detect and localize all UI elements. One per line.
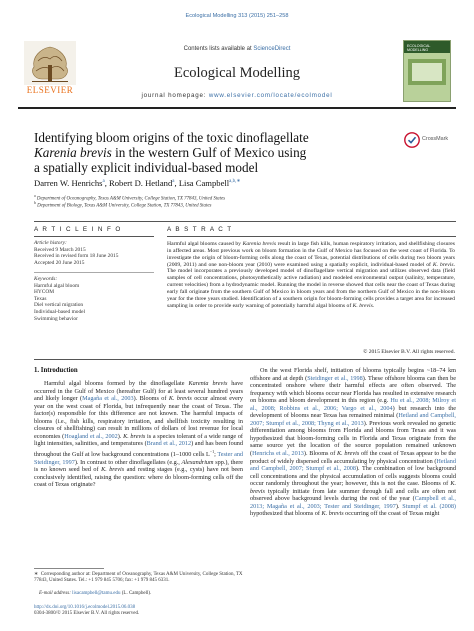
rights-statement: 0304-3800/© 2015 Elsevier B.V. All rights reserved. [34, 611, 140, 617]
section-rule [34, 359, 456, 360]
species-name: K. brevis [250, 480, 456, 495]
publisher-name: ELSEVIER [26, 85, 74, 95]
journal-cover-thumbnail[interactable] [403, 40, 451, 102]
contents-prefix: Contents lists available at [183, 46, 252, 52]
keywords [34, 276, 159, 322]
crossmark-badge[interactable] [404, 130, 454, 150]
species-name: K. brevis [168, 395, 192, 403]
history-item: Accepted 20 June 2015 [34, 259, 85, 266]
affiliation-mark: b [34, 201, 36, 205]
section-rule [34, 221, 456, 222]
body-text: ). The combination of low background cell concentrations and the physical accumulation of cells suggests blooms could occur randomly throughout the year; however, this is not the case. Blooms of [250, 465, 456, 488]
abstract-rule [167, 236, 456, 237]
reference-link[interactable]: Hetland and Campbell, 2007; Stumpf et al., 2008; Thyng et al., 2013 [250, 412, 456, 427]
reference-link[interactable]: Magaña et al., 2003 [82, 395, 134, 403]
body-text: ) and has been found throughout the Gulf at low background concentrations (1–1000 cells L [34, 440, 243, 458]
species-name: Karenia brevis [242, 241, 277, 247]
body-text: ). These offshore blooms can then be concentrated onshore where their harmful effects are often observed. The frequency with which blooms occur near Florida has resulted in extensive research on blooms and bloom development in this region (e.g. [250, 374, 457, 405]
author-name[interactable]: Darren W. Henrichs [34, 178, 103, 188]
homepage-link[interactable]: www.elsevier.com/locate/ecolmodel [208, 92, 333, 99]
history-label: Article history: [34, 240, 67, 246]
sciencedirect-link[interactable]: ScienceDirect [253, 46, 291, 52]
reference-link[interactable]: Hu et al., 2008; Milroy et al., 2008; Robbins et al., 2006; Vargo et al., 2004 [250, 397, 456, 412]
species-name: K. brevis [321, 510, 344, 518]
body-text: ). Blooms of [303, 450, 337, 458]
title-line-3: a spatially explicit individual-based model [34, 160, 259, 175]
footnote-text: Corresponding author at: Department of Oceanography, Texas A&M University, College Station, TX 77843, United States. Tel.: +1 979 845 5706; fax: +1 979 845 6331. [34, 572, 243, 584]
keyword: Harmful algal bloom [34, 282, 80, 289]
keyword: Individual-based model [34, 308, 86, 315]
body-text: have occurred in the Gulf of Mexico (hereafter Gulf) for at least several hundred years and likely longer ( [34, 380, 243, 403]
body-text: ). In contrast to other dinoflagellates (e.g., [74, 458, 182, 466]
history-item: Received 9 March 2015 [34, 246, 86, 253]
author-name[interactable]: Lisa Campbell [178, 178, 230, 188]
body-text: ) but research into the development of blooms near Texas has remained minimal ( [250, 404, 456, 420]
species-name: K. brevis [432, 261, 454, 268]
author-affiliation-mark: a [172, 179, 175, 185]
reference-link[interactable]: Hetland and Campbell, 2007; Stumpf et al., 2008 [250, 457, 456, 473]
footnote-rule [34, 568, 104, 569]
body-text: hypothesized that blooms of [250, 510, 322, 518]
species-name: K. brevis [337, 450, 360, 458]
genus-name: Alexandrium [181, 458, 214, 466]
body-text: and resting stages (e.g., cysts) have not been conclusively identified, raising the question: where do bloom-forming cells off the coast of Texas originate? [34, 466, 243, 489]
species-name: K. brevis [123, 432, 146, 440]
body-text: typically initiate from late summer through fall and cells are often not observed above background levels during the rest of the year ( [250, 487, 456, 503]
body-text: ). [117, 432, 124, 440]
body-text: occurring off the coast of Texas might [343, 510, 440, 518]
header-rule [18, 107, 456, 109]
reference-link[interactable]: Stumpf et al. (2008) [402, 502, 456, 510]
footnote-text: (L. Campbell). [120, 591, 152, 596]
crossmark-label: CrossMark [422, 136, 449, 142]
title-species-name: Karenia brevis [34, 145, 112, 160]
article-info-rule [34, 236, 154, 237]
article-info-heading: A R T I C L E I N F O [34, 226, 122, 233]
abstract-heading: A B S T R A C T [167, 226, 233, 233]
author-name[interactable]: Robert D. Hetland [109, 178, 173, 188]
affiliation-mark: a [34, 194, 36, 198]
cover-title: ECOLOGICAL MODELLING [407, 44, 431, 52]
title-line-1: Identifying bloom origins of the toxic dinoflagellate [34, 130, 309, 145]
keyword: HYCOM [34, 289, 55, 296]
species-name: K. brevis [352, 302, 373, 309]
body-text: Harmful algal blooms formed by the dinoflagellate [44, 380, 189, 387]
article-history [34, 240, 159, 266]
abstract-copyright: © 2015 Elsevier B.V. All rights reserved. [363, 349, 455, 355]
title-line-2-rest: in the western Gulf of Mexico using [111, 145, 307, 160]
footnote-mark: ∗ [34, 572, 39, 577]
abstract-text: . [372, 302, 375, 309]
abstract-body [167, 241, 455, 309]
keyword: Texas [34, 295, 47, 302]
keywords-rule [34, 272, 154, 273]
section-heading-introduction: 1. Introduction [34, 367, 78, 374]
history-item: Received in revised form 18 June 2015 [34, 253, 119, 260]
article-title [34, 130, 394, 175]
body-text: is a species tolerant of a wide range of light intensities, salinities, and temperatures ( [34, 432, 243, 448]
affiliation-text: Department of Oceanography, Texas A&M University, College Station, TX 77843, United States [36, 196, 226, 202]
superscript: −1 [209, 448, 215, 454]
doi-block [34, 605, 243, 617]
species-name: Karenia brevis [188, 380, 228, 387]
species-name: K. brevis [101, 466, 125, 474]
corresponding-author-footnote [34, 572, 243, 584]
body-text: spp.), there is no known seed bed of [34, 458, 244, 474]
reference-link[interactable]: Brand et al., 2012 [146, 440, 192, 448]
keyword: Diel vertical migration [34, 302, 84, 309]
reference-link[interactable]: Hoagland et al., 2002 [64, 432, 118, 440]
body-text: ). Previous work revealed no genetic differentiation among blooms from Florida and blooms from Texas and it was hypothesized that bloom-forming cells in Florida and Texas originate from the same source yet the location of the source population remained unknown ( [250, 419, 456, 458]
journal-title: Ecological Modelling [173, 65, 301, 81]
body-text: occur almost every year on the west coast of Florida, but infrequently near the coast of Texas. The factor(s) responsible for this difference are not known. The harmful impacts of blooms (i.e., fish kills, respiratory irritation, and shellfish toxicity resulting in closures of shellfishing) can result in millions of dollars of lost revenue for local economies ( [34, 395, 243, 440]
intro-paragraph-right [250, 367, 456, 518]
homepage-prefix: journal homepage: [141, 92, 207, 99]
reference-link[interactable]: Tester and Steidinger, 1997 [34, 450, 244, 466]
email-link[interactable]: lisacampbell@tamu.edu [72, 591, 121, 596]
author-list: Darren W. Henrichs$^a$, Robert D. Hetland$^a$, Lisa Campbell$^{a,b,∗}$ [34, 178, 241, 188]
abstract-text: . The model incorporates a previously developed model of dinoflagellate vertical migration and utilizes observed data (field samples of cell concentrations, photosynthetically active radiation) and modeled environmental output (salinity, temperature, current velocities) from a hydrodynamic model. Running the model in reverse showed that cells near the coast of Texas during early fall originate from the southern Gulf of Mexico in bloom years and from the northern Gulf of Mexico in the non-bloom year for the three years studied. Identification of a southern origin for bloom-forming cells provides a target area for increased sampling in order to provide early warning of potentially harmful algal blooms of [167, 261, 455, 309]
reference-link[interactable]: Steidinger et al., 1998 [307, 374, 363, 382]
intro-paragraph-left [34, 380, 243, 489]
email-footnote [34, 591, 243, 597]
journal-citation[interactable]: Ecological Modelling 313 (2015) 251–258 [185, 13, 289, 19]
abstract-text: Harmful algal blooms caused by [167, 241, 243, 247]
affiliation-text: Department of Biology, Texas A&M University, College Station, TX 77843, United States [37, 203, 212, 209]
body-text: ; [214, 450, 218, 458]
affiliation [34, 201, 211, 209]
author-affiliation-mark: a [102, 179, 105, 185]
email-label: E-mail address: [39, 591, 71, 596]
abstract-text: result in large fish kills, human respiratory irritation, and shellfishing closures in affected areas. Most previous work on bloom formation in the Gulf of Mexico has focused on the west coast of Florida. To investigate the origin of bloom-forming cells along the coast of Texas, potential distributions of cells during two bloom years (2009, 2011) and one non-bloom year (2010) were examined using a spatially explicit, individual-based model of [167, 241, 455, 268]
reference-link[interactable]: Campbell et al., 2013; Magaña et al., 2003; Tester and Steidinger, 1997 [250, 495, 456, 510]
crossmark-icon [404, 132, 420, 148]
title-line-2 [34, 145, 394, 160]
doi-link[interactable]: http://dx.doi.org/10.1016/j.ecolmodel.2015.06.038 [34, 605, 136, 610]
keywords-label: Keywords: [34, 276, 58, 282]
author-affiliation-mark: a,b,∗ [229, 179, 241, 185]
body-text: ). Blooms of [133, 395, 169, 403]
body-text: On the west Florida shelf, initiation of blooms typically begins ~18–74 km offshore and at depth ( [250, 367, 456, 382]
body-text: off the coast of Texas appear to be the product of widely dispersed cells accumulating by physical concentration ( [250, 450, 456, 465]
keyword: Swimming behavior [34, 315, 78, 322]
reference-link[interactable]: Henrichs et al., 2013 [252, 450, 304, 458]
body-text: ). [395, 502, 403, 510]
